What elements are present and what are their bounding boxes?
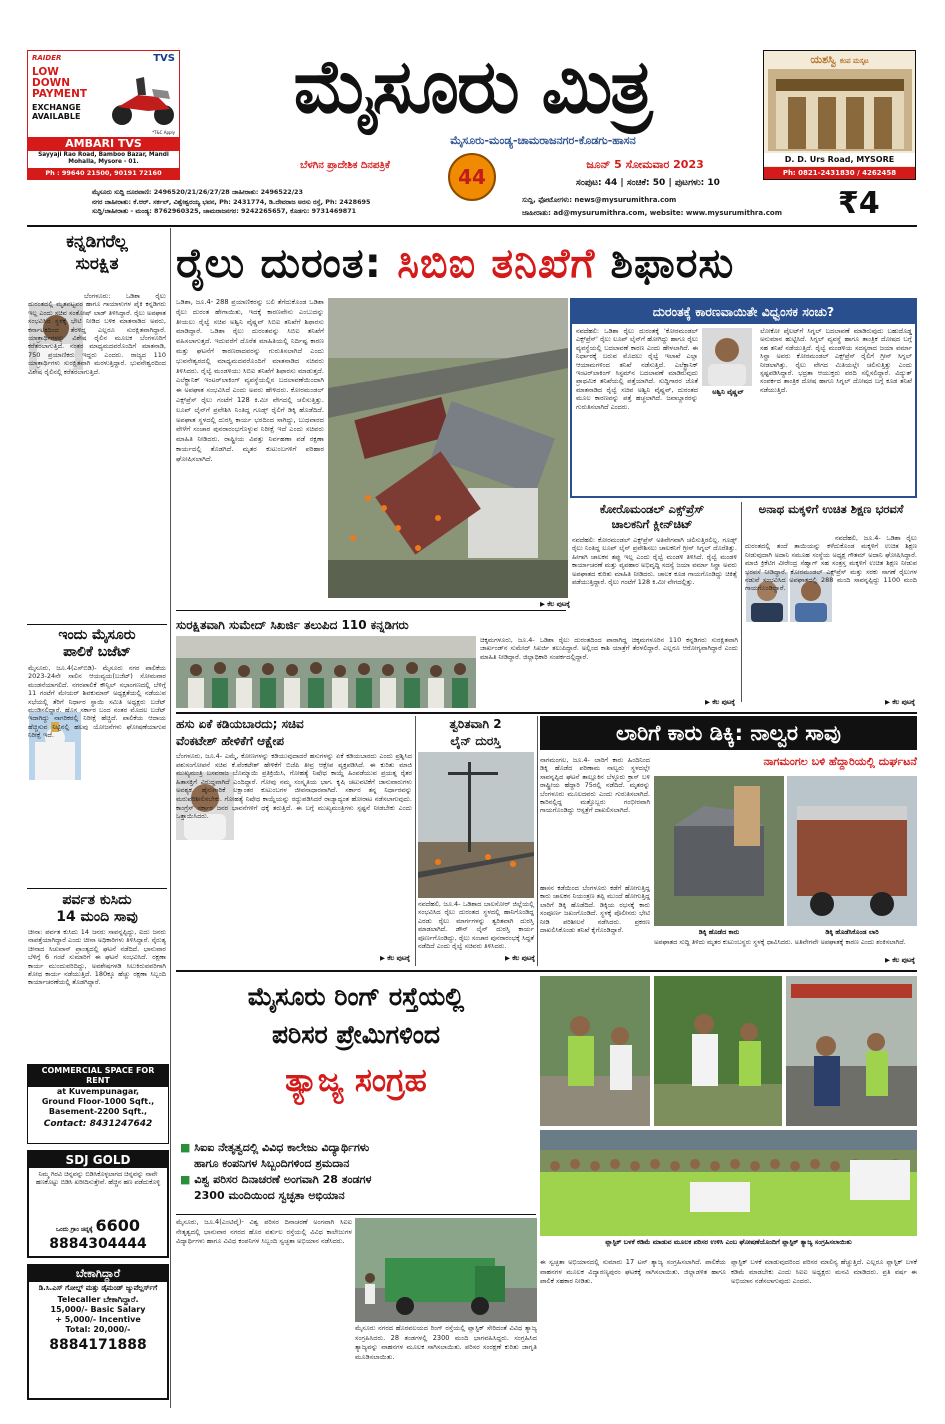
commercial-title: COMMERCIAL SPACE FOR RENT	[28, 1065, 168, 1087]
cleanchit-byline: ▶ ಕೆಲ ಪುಟಕ್ಕೆ	[704, 698, 735, 706]
contact-line-5: ಜಾಹೀರಾತು: ad@mysurumithra.com, website: www.mysurumithra.com	[522, 209, 783, 217]
ring-headline-1: ಮೈಸೂರು ರಿಂಗ್ ರಸ್ತೆಯಲ್ಲಿ	[247, 982, 465, 1011]
crash-byline: ▶ ಕೆಲ ಪುಟಕ್ಕೆ	[884, 956, 915, 964]
job-body: ಡಿ.ಸಿ.ಎಸ್ ಗೋಲ್ಡ್ ಮತ್ತು ಡೈಮಂಡ್ ಜ್ಯುವೆಲ್ಲರ್ಸ್‌ಗೆ	[38, 1284, 158, 1292]
sabotage-body-2: ಲೋಕೋ ಪೈಲಟ್‌ಗೆ ಸಿಗ್ನಲ್ ಬದಲಾವಣೆ ಮಾಡಿರುವುದು ಬಹುದೊಡ್ಡ ಅನುಮಾನ ಹುಟ್ಟಿಸಿದೆ. ಸಿಗ್ನಲ್ ವ್ಯವಸ್ಥೆ ಹಾಗೂ ತಾಂತ್ರಿಕ ದೋಷದ ಬಗ್ಗೆ ಸಹ ತನಿಖೆ ನಡೆಯುತ್ತಿದೆ. ರೈಲ್ವೆ ಮಂಡಳಿಯ ಸದಸ್ಯರಾದ ಜಯಾ ವರ್ಮಾ ಸಿನ್ಹಾ ಅವರು ಕೋರಮಂಡಲ್ ಎಕ್ಸ್‌ಪ್ರೆಸ್ ರೈಲಿಗೆ ಗ್ರೀನ್ ಸಿಗ್ನಲ್ ನೀಡಲಾಗಿತ್ತು. ರೈಲು ವೇಗದ ಮಿತಿಯಲ್ಲೇ ಚಲಿಸುತ್ತಿತ್ತು ಎಂದು ಸ್ಪಷ್ಟಪಡಿಸಿದ್ದಾರೆ. ಭದ್ರತಾ ಆಯುಕ್ತರು ವರದಿ ಸಲ್ಲಿಸಲಿದ್ದಾರೆ. ವಿದ್ಯುತ್ ಸಂಪರ್ಕದ ತಾಂತ್ರಿಕ ದೋಷ ಹಾಗೂ ಸಿಗ್ನಲ್ ದೋಷದ ಬಗ್ಗೆ ಕೂಡ ತನಿಖೆ ನಡೆಯುತ್ತಿದೆ.	[760, 327, 912, 394]
sabotage-story	[570, 298, 917, 498]
tvs-model: RAIDER	[32, 54, 62, 62]
tvs-line1: LOW	[32, 66, 59, 78]
sdj-gold-ad[interactable]	[27, 1150, 169, 1258]
masthead-tagline: ಬೆಳಗಿನ ಪ್ರಾದೇಶಿಕ ದಿನಪತ್ರಿಕೆ	[300, 160, 390, 171]
orphans-byline: ▶ ಕೆಲ ಪುಟಕ್ಕೆ	[884, 698, 915, 706]
bullet-2-icon: ■	[180, 1173, 195, 1186]
lead-body: ಒಡಿಶಾ, ಜೂ.4- 288 ಪ್ರಯಾಣಿಕರನ್ನು ಬಲಿ ತೆಗೆದುಕೊಂಡ ಒಡಿಶಾ ರೈಲು ದುರಂತ ಹೇಗಾಯಿತು, ಇದಕ್ಕೆ ಕಾರಣವೇನು ಎಂಬುದನ್ನು ತೀಯಲು ರೈಲ್ವೆ ಸಚಿವ ಅಶ್ವಿನಿ ವೈಷ್ಣವ್ ಸಿಬಿಐ ತನಿಖೆಗೆ ಶಿಫಾರಸು ಮಾಡಿದ್ದಾರೆ. ಒಡಿಶಾ ರೈಲು ದುರಂತವನ್ನು ಸಿಬಿಐ ತನಿಖೆಗೆ ವಹಿಸಲಾಗುತ್ತದೆ. ಇದುವರೆಗೆ ದೊರೆತ ಮಾಹಿತಿಯಲ್ಲಿ ನಿರ್ದಿಷ್ಟ ಕಾರಣ ಮತ್ತು ಘಟನೆಗೆ ಕಾರಣರಾದವರನ್ನು ಗುರುತಿಸಲಾಗಿದೆ ಎಂದು ಭುವನೇಶ್ವರದಲ್ಲಿ ಮಾಧ್ಯಮದವರೊಂದಿಗೆ ಮಾತನಾಡಿದ ಸಚಿವರು ತಿಳಿಸಿದರು. ರೈಲ್ವೆ ಮಂಡಳಿಯು ಸಿಬಿಐ ತನಿಖೆಗೆ ಶಿಫಾರಸು ಮಾಡುತ್ತದೆ. ಎಲೆಕ್ಟ್ರಾನಿಕ್ ಇಂಟರ್‌ಲಾಕಿಂಗ್ ವ್ಯವಸ್ಥೆಯಲ್ಲಿನ ಬದಲಾವಣೆಯಿಂದಾಗಿ ಈ ಅಪಘಾತ ಸಂಭವಿಸಿದೆ ಎಂದು ಅವರು ಹೇಳಿದರು. ಕೋರಮಂಡಲ್ ಎಕ್ಸ್‌ಪ್ರೆಸ್ ರೈಲು ಗಂಟೆಗೆ 128 ಕಿ.ಮೀ ವೇಗದಲ್ಲಿ ಚಲಿಸುತ್ತಿತ್ತು. ಲೂಪ್ ಲೈನ್‌ಗೆ ಪ್ರವೇಶಿಸಿ ನಿಂತಿದ್ದ ಗೂಡ್ಸ್ ರೈಲಿಗೆ ಡಿಕ್ಕಿ ಹೊಡೆದಿದೆ. ಅಪಘಾತ ಸ್ಥಳದಲ್ಲಿ ದುರಸ್ತಿ ಕಾರ್ಯ ಭರದಿಂದ ಸಾಗಿದ್ದು, ಬುಧವಾರದ ವೇಳೆಗೆ ಸಂಚಾರ ಪುನರಾರಂಭಗೊಳ್ಳುವ ನಿರೀಕ್ಷೆ ಇದೆ ಎಂದು ಸಚಿವರು ಮಾಹಿತಿ ನೀಡಿದರು. ರಾಷ್ಟ್ರೀಯ ವಿಪತ್ತು ನಿರ್ವಹಣಾ ಪಡೆ ರಕ್ಷಣಾ ಕಾರ್ಯದಲ್ಲಿ ತೊಡಗಿದೆ. ಮೃತರ ಕುಟುಂಬಗಳಿಗೆ ಪರಿಹಾರ ಘೋಷಿಸಲಾಗಿದೆ.	[176, 298, 324, 463]
job-ad[interactable]	[27, 1264, 169, 1400]
survivors-headline: ಸುರಕ್ಷಿತವಾಗಿ ಸುಮೇದ್ ಸಿಖರ್ಜಿ ತಲುಪಿದ 110 ಕನ್ನಡಿಗರು	[176, 618, 409, 632]
survivors-photo	[176, 636, 476, 708]
tvs-line4: EXCHANGE	[32, 103, 81, 112]
tvs-brand: TVS	[153, 53, 175, 64]
showroom-image	[768, 69, 912, 151]
lead-headline-a: ರೈಲು ದುರಂತ:	[176, 239, 382, 287]
tvs-note: *T&C Apply	[152, 130, 175, 135]
commercial-space-ad[interactable]	[27, 1064, 169, 1144]
ring-bullet-1b: ಹಾಗೂ ಕಂಪನಿಗಳ ಸಿಬ್ಬಂದಿಗಳಿಂದ ಶ್ರಮದಾನ	[194, 1157, 350, 1170]
cow-headline-1: ಹಸು ಏಕೆ ಕಡಿಯಬಾರದು; ಸಚಿವ	[176, 717, 304, 731]
repair-headline-1: ತ್ವರಿತವಾಗಿ 2	[449, 717, 502, 731]
crash-body-3: ಅಪಘಾತದ ಸುದ್ದಿ ತಿಳಿದು ಮೃತರ ಕುಟುಂಬಸ್ಥರು ಸ್ಥಳಕ್ಕೆ ಧಾವಿಸಿದರು. ಅತಿವೇಗವೇ ಅಪಘಾತಕ್ಕೆ ಕಾರಣ ಎಂದು ಶಂಕಿಸಲಾಗಿದೆ.	[654, 938, 906, 946]
ring-headline-2: ಪರಿಸರ ಪ್ರೇಮಿಗಳಿಂದ	[271, 1020, 441, 1049]
orphans-headline: ಅನಾಥ ಮಕ್ಕಳಿಗೆ ಉಚಿತ ಶಿಕ್ಷಣ ಭರವಸೆ	[758, 502, 904, 516]
tvs-advertisement[interactable]	[27, 50, 180, 180]
bullet-1-icon: ■	[180, 1141, 195, 1154]
lead-headline-b: ಸಿಬಿಐ ತನಿಖೆಗೆ	[397, 239, 596, 287]
vaishnaw-caption: ಅಶ್ವಿನಿ ವೈಷ್ಣವ್	[712, 388, 744, 396]
palike-body: ಮೈಸೂರು, ಜೂ.4(ಎಸ್‌ಬಿಡಿ)- ಮೈಸೂರು ನಗರ ಪಾಲಿಕೆಯ 2023-24ನೇ ಸಾಲಿನ ಆಯವ್ಯಯ(ಬಜೆಟ್) ಸೋಮವಾರ ಮಂಡನೆಯಾಗಲಿದೆ. ನಗರಪಾಲಿಕೆ ಕೌನ್ಸಿಲ್ ಸಭಾಂಗಣದಲ್ಲಿ ಬೆಳಿಗ್ಗೆ 11 ಗಂಟೆಗೆ ಮೇಯರ್ ಶಿವಕುಮಾರ್ ಅಧ್ಯಕ್ಷತೆಯಲ್ಲಿ ನಡೆಯುವ ಸಭೆಯಲ್ಲಿ ತೆರಿಗೆ ನಿರ್ಧಾರ ಸ್ಥಾಯಿ ಸಮಿತಿ ಅಧ್ಯಕ್ಷರು ಬಜೆಟ್ ಮಂಡಿಸಲಿದ್ದಾರೆ. ಹೊಸ ಸರ್ಕಾರ ಬಂದ ನಂತರ ಮೊದಲ ಬಜೆಟ್ ಇದಾಗಿದ್ದು ನಾಗರಿಕರಲ್ಲಿ ನಿರೀಕ್ಷೆ ಹೆಚ್ಚಿದೆ. ಪಾಲಿಕೆಯ ಆದಾಯ ಹೆಚ್ಚಿಸುವ ನಿಟ್ಟಿನಲ್ಲಿ ಹಲವು ಯೋಜನೆಗಳು ಘೋಷಣೆಯಾಗುವ ನಿರೀಕ್ಷೆ ಇದೆ.	[28, 664, 166, 740]
volunteers-photo-3	[786, 976, 917, 1126]
job-phone: 8884171888	[49, 1337, 147, 1353]
yashasvi-phone: Ph: 0821-2431830 / 4262458	[764, 167, 915, 179]
ring-bullet-2a: ವಿಶ್ವ ಪರಿಸರ ದಿನಾಚರಣೆ ಅಂಗವಾಗಿ 28 ತಂಡಗಳ	[194, 1173, 372, 1186]
yashasvi-name: ಯಶಸ್ವಿ	[810, 53, 836, 66]
contact-line-3: ಸುದ್ದಿ/ಜಾಹೀರಾತು - ಮಂಡ್ಯ: 8762960325, ಚಾಮರಾಜನಗರ: 9242265657, ಕೊಡಗು: 9731469871	[92, 207, 357, 215]
kannadigas-headline-2: ಸುರಕ್ಷಿತ	[75, 254, 119, 274]
sdj-title: SDJ GOLD	[29, 1152, 167, 1168]
scooter-image	[108, 67, 178, 127]
repair-body: ನವದೆಹಲಿ, ಜೂ.4- ಒಡಿಶಾದ ಬಾಲಸೋರ್ ಜಿಲ್ಲೆಯಲ್ಲಿ ಸಂಭವಿಸಿದ ರೈಲು ದುರಂತದ ಸ್ಥಳದಲ್ಲಿ ಹಾನಿಗೊಂಡಿದ್ದ ಎರಡು ರೈಲು ಮಾರ್ಗಗಳನ್ನು ತ್ವರಿತವಾಗಿ ದುರಸ್ತಿ ಮಾಡಲಾಗಿದೆ. ಡೌನ್ ಲೈನ್ ದುರಸ್ತಿ ಕಾರ್ಯ ಪೂರ್ಣಗೊಂಡಿದ್ದು, ರೈಲು ಸಂಚಾರ ಪುನರಾರಂಭಕ್ಕೆ ಸಿದ್ಧತೆ ನಡೆದಿದೆ ಎಂದು ರೈಲ್ವೆ ಸಚಿವರು ತಿಳಿಸಿದರು.	[418, 900, 534, 951]
tvs-line2: DOWN	[32, 77, 71, 89]
repair-byline: ▶ ಕೆಲ ಪುಟಕ್ಕೆ	[504, 954, 535, 962]
lorry-photo	[787, 776, 917, 926]
cow-byline: ▶ ಕೆಲ ಪುಟಕ್ಕೆ	[379, 954, 410, 962]
price: ₹4	[838, 186, 880, 221]
crash-caption-1: ಡಿಕ್ಕಿ ಹೊಡೆದ ಕಾರು	[698, 928, 740, 936]
lead-headline-c: ಶಿಫಾರಸು	[610, 239, 735, 287]
badge-number: 44	[458, 165, 486, 189]
masthead-date: ಜೂನ್ 5 ಸೋಮವಾರ 2023	[586, 158, 704, 171]
crash-body-1: ನಾಗಮಂಗಲ, ಜೂ.4- ಲಾರಿಗೆ ಕಾರು ಹಿಂದಿನಿಂದ ಡಿಕ್ಕಿ ಹೊಡೆದ ಪರಿಣಾಮ ನಾಲ್ವರು ಸ್ಥಳದಲ್ಲೇ ಸಾವನ್ನಪ್ಪಿದ ಘಟನೆ ತಾಲ್ಲೂಕಿನ ಬೆಳ್ಳೂರು ಕ್ರಾಸ್ ಬಳಿ ರಾಷ್ಟ್ರೀಯ ಹೆದ್ದಾರಿ 75ರಲ್ಲಿ ನಡೆದಿದೆ. ಮೃತರನ್ನು ಬೆಂಗಳೂರು ಮೂಲದವರು ಎಂದು ಗುರುತಿಸಲಾಗಿದೆ. ಕಾರಿನಲ್ಲಿದ್ದ ಮತ್ತೊಬ್ಬರು ಗಂಭೀರವಾಗಿ ಗಾಯಗೊಂಡಿದ್ದು ಆಸ್ಪತ್ರೆಗೆ ದಾಖಲಿಸಲಾಗಿದೆ.	[540, 756, 650, 815]
kannadigas-headline	[27, 231, 167, 275]
cleanchit-headline-2: ಚಾಲಕನಿಗೆ ಕ್ಲೀನ್‌ಚಿಟ್	[611, 517, 693, 531]
cleanchit-body: ನವದೆಹಲಿ: ಕೋರಮಂಡಲ್ ಎಕ್ಸ್‌ಪ್ರೆಸ್ ಅತಿವೇಗವಾಗಿ ಚಲಿಸುತ್ತಿರಲಿಲ್ಲ. ಗೂಡ್ಸ್ ರೈಲು ನಿಂತಿದ್ದ ಲೂಪ್ ಲೈನ್ ಪ್ರವೇಶಿಸಲು ಚಾಲಕನಿಗೆ ಗ್ರೀನ್ ಸಿಗ್ನಲ್ ದೊರೆತಿತ್ತು. ಹೀಗಾಗಿ ಚಾಲಕನ ತಪ್ಪು ಇಲ್ಲ ಎಂದು ರೈಲ್ವೆ ಮಂಡಳಿ ತಿಳಿಸಿದೆ. ರೈಲ್ವೆ ಮಂಡಳಿ ಕಾರ್ಯಾಚರಣೆ ಮತ್ತು ವ್ಯವಹಾರ ಅಭಿವೃದ್ಧಿ ಸದಸ್ಯೆ ಜಯಾ ವರ್ಮಾ ಸಿನ್ಹಾ ಅವರು ಅಪಘಾತದ ಕುರಿತು ಮಾಹಿತಿ ನೀಡಿದರು. ಚಾಲಕ ಕೂಡ ಗಾಯಗೊಂಡಿದ್ದು ಚಿಕಿತ್ಸೆ ಪಡೆಯುತ್ತಿದ್ದಾರೆ. ರೈಲು ಗಂಟೆಗೆ 128 ಕಿ.ಮೀ ವೇಗದಲ್ಲಿತ್ತು.	[572, 536, 737, 587]
ring-body-4: ಪ್ಲಾಸ್ಟಿಕ್ ಬಳಕೆ ಮಾಡುವುದರಿಂದ ಪರಿಸರ ಮಾಲಿನ್ಯ ಹೆಚ್ಚುತ್ತಿದೆ. ಎಲ್ಲರೂ ಪ್ಲಾಸ್ಟಿಕ್ ಬಳಕೆ ಕಡಿಮೆ ಮಾಡಬೇಕು ಎಂದು ಸಿಐಐ ಅಧ್ಯಕ್ಷರು ಮನವಿ ಮಾಡಿದರು. ಪ್ರತಿ ವರ್ಷ ಈ ಅಭಿಯಾನ ನಡೆಸಲಾಗುವುದು ಎಂದರು.	[731, 1258, 917, 1285]
sdj-price-label: ಒಂದು ಗ್ರಾಂ ಚಿನ್ನಕ್ಕೆ	[56, 1226, 93, 1233]
yashasvi-address: D. D. Urs Road, MYSORE	[764, 153, 915, 166]
job-title: ಬೇಕಾಗಿದ್ದಾರೆ	[29, 1266, 167, 1282]
contact-line-2: ನಗರ ಜಾಹೀರಾತು: ಕೆ.ಆರ್. ಸರ್ಕಲ್, ವಿಶ್ವೇಶ್ವರಯ್ಯ ಭವನ, Ph: 2431774, ಡಿ.ದೇವರಾಜ ಅರಸು ರಸ್ತೆ, Ph: 2428695	[92, 197, 371, 206]
sdj-price: 6600	[95, 1216, 140, 1235]
ring-bullet-2b: 2300 ಮಂದಿಯಿಂದ ಸ್ವಚ್ಛತಾ ಅಭಿಯಾನ	[194, 1189, 345, 1202]
masthead-issue: ಸಂಪುಟ: 44 | ಸಂಚಿಕೆ: 50 | ಪುಟಗಳು: 10	[576, 178, 720, 188]
crash-caption-2: ಡಿಕ್ಕಿ ಹೊಡೆಸಿಕೊಂಡ ಲಾರಿ	[825, 928, 879, 936]
kannadigas-body: ಬೆಂಗಳೂರು: ಒಡಿಶಾ ರೈಲು ದುರಂತದಲ್ಲಿ ಮೃತಪಟ್ಟವರ ಹಾಗೂ ಗಾಯಾಳುಗಳ ಪೈಕಿ ಕನ್ನಡಿಗರು ಇಲ್ಲ ಎಂದು ಸಚಿವ ಸಂತೋಷ್ ಲಾಡ್ ತಿಳಿಸಿದ್ದಾರೆ. ರೈಲು ಅಪಘಾತ ಸಂಭವಿಸಿದ ಸ್ಥಳಕ್ಕೆ ಭೇಟಿ ನೀಡಿದ ಬಳಿಕ ಮಾತನಾಡಿದ ಅವರು, ಕರ್ನಾಟಕದಿಂದ ತೆರಳಿದ್ದ ಎಲ್ಲರೂ ಸುರಕ್ಷಿತವಾಗಿದ್ದಾರೆ. ಯಾತ್ರಾರ್ಥಿಗಳನ್ನು ವಿಶೇಷ ರೈಲಿನ ಮೂಲಕ ಬೆಂಗಳೂರಿಗೆ ಕರೆತರಲಾಗುತ್ತಿದೆ. ನಂತರ ಮಾಧ್ಯಮದವರೊಂದಿಗೆ ಮಾತನಾಡಿ, 750 ಪ್ರಯಾಣಿಕರು ಇದ್ದರು ಎಂದರು. ರಾಜ್ಯದ 110 ಯಾತ್ರಾರ್ಥಿಗಳು ಸುರಕ್ಷಿತವಾಗಿ ಮರಳುತ್ತಿದ್ದಾರೆ. ಭುವನೇಶ್ವರದಿಂದ ವಿಶೇಷ ರೈಲಿನಲ್ಲಿ ಕರೆತರಲಾಗುತ್ತಿದೆ.	[28, 292, 166, 376]
track-repair-photo	[418, 752, 534, 898]
anniversary-badge	[448, 153, 496, 201]
job-l3: + 5,000/- Incentive	[55, 1315, 141, 1324]
garbage-truck-photo	[355, 1218, 537, 1322]
job-l1: Telecaller ಬೇಕಾಗಿದ್ದಾರೆ.	[57, 1295, 139, 1304]
group-photo-caption: ಪ್ಲಾಸ್ಟಿಕ್ ಬಳಕೆ ಕಡಿಮೆ ಮಾಡುವ ಮೂಲಕ ಪರಿಸರ ಉಳಿಸಿ ಎಂಬ ಘೋಷಣೆಯೊಂದಿಗೆ ಪ್ಲಾಸ್ಟಿಕ್ ತ್ಯಾಜ್ಯ ಸಂಗ್ರಹಿಸಲಾಯಿತು	[605, 1238, 852, 1246]
train-accident-photo	[328, 298, 568, 598]
orphans-body: ನವದೆಹಲಿ, ಜೂ.4- ಒಡಿಶಾ ರೈಲು ದುರಂತದಲ್ಲಿ ತಂದೆ ತಾಯಿಯನ್ನು ಕಳೆದುಕೊಂಡ ಮಕ್ಕಳಿಗೆ ಉಚಿತ ಶಿಕ್ಷಣ ನೀಡುವುದಾಗಿ ಅದಾನಿ ಸಮೂಹ ಸಂಸ್ಥೆಯ ಅಧ್ಯಕ್ಷ ಗೌತಮ್ ಅದಾನಿ ಘೋಷಿಸಿದ್ದಾರೆ. ಮಾಜಿ ಕ್ರಿಕೆಟಿಗ ವೀರೇಂದ್ರ ಸೆಹ್ವಾಗ್ ಸಹ ಸಂತ್ರಸ್ತ ಮಕ್ಕಳಿಗೆ ಉಚಿತ ಶಿಕ್ಷಣ ನೀಡುವ ಭರವಸೆ ನೀಡಿದ್ದಾರೆ. ಕೋರಮಂಡಲ್ ಎಕ್ಸ್‌ಪ್ರೆಸ್ ಮತ್ತು ಸರಕು ಸಾಗಣೆ ರೈಲುಗಳ ನಡುವೆ ಸಂಭವಿಸಿದ ಅಪಘಾತದಲ್ಲಿ 288 ಮಂದಿ ಸಾವನ್ನಪ್ಪಿದ್ದು 1100 ಮಂದಿ ಗಾಯಗೊಂಡಿದ್ದಾರೆ.	[745, 534, 917, 593]
crash-subhead: ನಾಗಮಂಗಲ ಬಳಿ ಹೆದ್ದಾರಿಯಲ್ಲಿ ದುರ್ಘಟನೆ	[763, 755, 917, 768]
crashed-car-photo	[654, 776, 784, 926]
palike-headline-2: ಪಾಲಿಕೆ ಬಜೆಟ್	[63, 644, 131, 660]
sabotage-headline: ದುರಂತಕ್ಕೆ ಕಾರಣವಾಯಿತೇ ವಿಧ್ವಂಸಕ ಸಂಚು?	[572, 300, 915, 324]
kannadigas-headline-1: ಕನ್ನಡಿಗರೆಲ್ಲ	[66, 232, 128, 252]
contact-line-4: ಸುದ್ದಿ, ಫೋಟೋಗಳು: news@mysurumithra.com	[522, 196, 677, 204]
lead-byline: ▶ ಕೆಲ ಪುಟಕ್ಕೆ	[539, 600, 570, 608]
commercial-contact: Contact: 8431247642	[43, 1119, 153, 1129]
volunteers-photo-2	[654, 976, 782, 1126]
vaishnaw-photo	[702, 328, 752, 386]
sdj-phone: 8884304444	[49, 1236, 147, 1252]
masthead-title: ಮೈಸೂರು ಮಿತ್ರ	[293, 44, 651, 130]
palike-headline-1: ಇಂದು ಮೈಸೂರು	[58, 627, 136, 643]
sabotage-body-1: ನವದೆಹಲಿ: ಒಡಿಶಾ ರೈಲು ದುರಂತಕ್ಕೆ 'ಕೋರಮಂಡಲ್ ಎಕ್ಸ್‌ಪ್ರೆಸ್' ರೈಲು ಲೂಪ್ ಲೈನ್‌ಗೆ ಹೋಗಿದ್ದು ಹಾಗೂ ರೈಲು ವ್ಯವಸ್ಥೆಯಲ್ಲಿ ಬದಲಾವಣೆ ಕಾರಣ ಎಂದು ಹೇಳಲಾಗಿದೆ. ಈ ನಿರ್ಧಾರಕ್ಕೆ ಬರುವ ಮೊದಲು ರೈಲ್ವೆ ಇಲಾಖೆ ಎಲ್ಲಾ ಆಯಾಮಗಳಿಂದ ತನಿಖೆ ನಡೆಸುತ್ತಿದೆ. ಎಲೆಕ್ಟ್ರಾನಿಕ್ ಇಂಟರ್‌ಲಾಕಿಂಗ್ ಸಿಸ್ಟಮ್‌ನ ಬದಲಾವಣೆ ಮಾಡಿರುವುದು ಪ್ರಾಥಮಿಕ ತನಿಖೆಯಲ್ಲಿ ಪತ್ತೆಯಾಗಿದೆ. ಸುದ್ದಿಗಾರರ ಜೊತೆ ಮಾತನಾಡಿದ ರೈಲ್ವೆ ಸಚಿವ ಅಶ್ವಿನಿ ವೈಷ್ಣವ್, ದುರಂತದ ಮೂಲ ಕಾರಣವನ್ನು ಪತ್ತೆ ಹಚ್ಚಲಾಗಿದೆ. ಜವಾಬ್ದಾರರನ್ನು ಗುರುತಿಸಲಾಗಿದೆ ಎಂದರು.	[576, 327, 698, 411]
parvatha-headline-1: ಪರ್ವತ ಕುಸಿದು	[62, 892, 132, 908]
crash-body-2: ಹಾಸನ ಕಡೆಯಿಂದ ಬೆಂಗಳೂರು ಕಡೆಗೆ ಹೋಗುತ್ತಿದ್ದ ಕಾರು ಚಾಲಕನ ನಿಯಂತ್ರಣ ತಪ್ಪಿ ಮುಂದೆ ಹೋಗುತ್ತಿದ್ದ ಲಾರಿಗೆ ಡಿಕ್ಕಿ ಹೊಡೆದಿದೆ. ಡಿಕ್ಕಿಯ ರಭಸಕ್ಕೆ ಕಾರು ಸಂಪೂರ್ಣ ಜಖಂಗೊಂಡಿದೆ. ಸ್ಥಳಕ್ಕೆ ಪೊಲೀಸರು ಭೇಟಿ ನೀಡಿ ಪರಿಶೀಲನೆ ನಡೆಸಿದರು. ಪ್ರಕರಣ ದಾಖಲಿಸಿಕೊಂಡು ತನಿಖೆ ಕೈಗೊಂಡಿದ್ದಾರೆ.	[540, 884, 650, 935]
tvs-phone: Ph : 99640 21500, 90191 72160	[28, 168, 179, 179]
repair-headline-2: ಲೈನ್ ದುರಸ್ತಿ	[450, 734, 501, 748]
volunteers-photo-1	[540, 976, 650, 1126]
job-l4: Total: 20,000/-	[65, 1325, 131, 1334]
cow-headline-2: ವೆಂಕಟೇಶ್ ಹೇಳಿಕೆಗೆ ಆಕ್ಷೇಪ	[176, 734, 284, 748]
ring-body-3: ಈ ಸ್ವಚ್ಛತಾ ಅಭಿಯಾನದಲ್ಲಿ ಸುಮಾರು 17 ಟನ್ ತ್ಯಾಜ್ಯ ಸಂಗ್ರಹಿಸಲಾಗಿದೆ. ಪಾಲಿಕೆಯ ವಾಹನಗಳ ಮೂಲಕ ವಿದ್ಯಾರಣ್ಯಪುರಂ ಘಟಕಕ್ಕೆ ಸಾಗಿಸಲಾಯಿತು. ಜಿಲ್ಲಾಡಳಿತ ಹಾಗೂ ಪಾಲಿಕೆ ಸಹಕಾರ ನೀಡಿತು.	[540, 1258, 726, 1285]
group-photo	[540, 1130, 917, 1236]
tvs-dealer: AMBARI TVS	[28, 137, 179, 151]
cow-body: ಬೆಂಗಳೂರು, ಜೂ.4- ಎಮ್ಮೆ, ಕೋಣಗಳನ್ನು ಕಡಿಯುವುದಾದರೆ ಹಸುಗಳನ್ನು ಏಕೆ ಕಡಿಯಬಾರದು ಎಂದು ಪ್ರಶ್ನಿಸಿದ ಪಶುಸಂಗೋಪನೆ ಸಚಿವ ಕೆ.ವೆಂಕಟೇಶ್ ಹೇಳಿಕೆಗೆ ಬಿಜೆಪಿ ತೀವ್ರ ಆಕ್ಷೇಪ ವ್ಯಕ್ತಪಡಿಸಿದೆ. ಈ ಕುರಿತು ಮಾಜಿ ಮುಖ್ಯಮಂತ್ರಿ ಬಸವರಾಜ ಬೊಮ್ಮಾಯಿ ಪ್ರತಿಕ್ರಿಯಿಸಿ, ಗೋಹತ್ಯೆ ನಿಷೇಧ ಕಾಯ್ದೆ ಹಿಂಪಡೆಯುವ ಪ್ರಯತ್ನ ರೈತರ ಹಿತಾಸಕ್ತಿಗೆ ವಿರುದ್ಧವಾಗಿದೆ ಎಂದಿದ್ದಾರೆ. ಗೋವು ನಮ್ಮ ಸಂಸ್ಕೃತಿಯ ಭಾಗ. ಕೃಷಿ ಚಟುವಟಿಕೆಗೆ ಜಾನುವಾರುಗಳು ಅವಶ್ಯಕ. ಹೈನುಗಾರಿಕೆ ಲಕ್ಷಾಂತರ ಕುಟುಂಬಗಳ ಜೀವನಾಧಾರವಾಗಿದೆ. ಸರ್ಕಾರ ತನ್ನ ನಿರ್ಧಾರವನ್ನು ಮರುಪರಿಶೀಲಿಸಬೇಕು. ಗೋಹತ್ಯೆ ನಿಷೇಧ ಕಾಯ್ದೆಯನ್ನು ರದ್ದುಪಡಿಸಿದರೆ ರಾಜ್ಯಾದ್ಯಂತ ಹೋರಾಟ ನಡೆಸಲಾಗುವುದು. ಕಾಂಗ್ರೆಸ್ ಸರ್ಕಾರ ಜನರ ಭಾವನೆಗಳಿಗೆ ಧಕ್ಕೆ ತರುತ್ತಿದೆ. ಈ ಬಗ್ಗೆ ಮುಖ್ಯಮಂತ್ರಿಗಳು ಸ್ಪಷ್ಟನೆ ನೀಡಬೇಕು ಎಂದು ಒತ್ತಾಯಿಸಿದರು.	[176, 752, 412, 821]
parvatha-headline-2: 14 ಮಂದಿ ಸಾವು	[56, 909, 138, 925]
yashasvi-sub: ಕಂಪ ಮಸ್ಕಟ	[839, 57, 869, 65]
commercial-l2: Ground Floor-1000 Sqft.,	[41, 1097, 155, 1106]
commercial-l1: at Kuvempunagar,	[56, 1087, 140, 1096]
crash-headline: ಲಾರಿಗೆ ಕಾರು ಡಿಕ್ಕಿ: ನಾಲ್ವರ ಸಾವು	[540, 716, 917, 750]
ring-body-1: ಮೈಸೂರು, ಜೂ.4(ಎಂಟಿವೈ)- ವಿಶ್ವ ಪರಿಸರ ದಿನಾಚರಣೆ ಅಂಗವಾಗಿ ಸಿಐಐ ನೇತೃತ್ವದಲ್ಲಿ ಭಾನುವಾರ ನಗರದ ಹೊರ ವರ್ತುಲ ರಸ್ತೆಯಲ್ಲಿ ವಿವಿಧ ಕಾಲೇಜುಗಳ ವಿದ್ಯಾರ್ಥಿಗಳು ಹಾಗೂ ವಿವಿಧ ಕಂಪನಿಗಳ ಸಿಬ್ಬಂದಿ ಸ್ವಚ್ಛತಾ ಅಭಿಯಾನ ನಡೆಸಿದರು.	[176, 1218, 352, 1245]
tvs-line3: PAYMENT	[32, 88, 88, 100]
yashasvi-advertisement[interactable]	[763, 50, 916, 180]
ring-headline-3: ತ್ಯಾಜ್ಯ ಸಂಗ್ರಹ	[285, 1061, 427, 1099]
tvs-line5: AVAILABLE	[32, 112, 81, 121]
ring-body-2: ಮೈಸೂರು ನಗರದ ಹೊರವಲಯದ ರಿಂಗ್ ರಸ್ತೆಯಲ್ಲಿ ಪ್ಲಾಸ್ಟಿಕ್ ಸೇರಿದಂತೆ ವಿವಿಧ ತ್ಯಾಜ್ಯ ಸಂಗ್ರಹಿಸಿದರು. 28 ತಂಡಗಳಲ್ಲಿ 2300 ಮಂದಿ ಭಾಗವಹಿಸಿದ್ದರು. ಸಂಗ್ರಹಿಸಿದ ತ್ಯಾಜ್ಯವನ್ನು ವಾಹನಗಳ ಮೂಲಕ ಸಾಗಿಸಲಾಯಿತು. ಪರಿಸರ ಸಂರಕ್ಷಣೆ ಕುರಿತು ಜಾಗೃತಿ ಮೂಡಿಸಲಾಯಿತು.	[355, 1324, 537, 1361]
cleanchit-headline-1: ಕೋರೊಮಂಡಲ್ ಎಕ್ಸ್‌ಪ್ರೆಸ್	[599, 502, 705, 516]
survivors-body: ಚಿಕ್ಕಮಗಳೂರು, ಜೂ.4- ಒಡಿಶಾ ರೈಲು ದುರಂತದಿಂದ ಪಾರಾಗಿದ್ದ ಚಿಕ್ಕಮಗಳೂರಿನ 110 ಕನ್ನಡಿಗರು ಸುರಕ್ಷಿತವಾಗಿ ಜಾರ್ಖಂಡ್‌ನ ಸುಮೇದ್ ಸಿಖರ್ಜಿ ತಲುಪಿದ್ದಾರೆ. ಅಲ್ಲಿಂದ ಕಾಶಿ ಯಾತ್ರೆಗೆ ತೆರಳಲಿದ್ದಾರೆ. ಎಲ್ಲರೂ ಆರೋಗ್ಯವಾಗಿದ್ದಾರೆ ಎಂದು ಮಾಹಿತಿ ನೀಡಿದ್ದಾರೆ. ಜಿಲ್ಲಾಧಿಕಾರಿ ಸಂಪರ್ಕದಲ್ಲಿದ್ದಾರೆ.	[480, 636, 738, 661]
contact-line-1: ಮೈಸೂರು ಸುದ್ದಿ ದೂರವಾಣಿ: 2496520/21/26/27/28 ಜಾಹೀರಾತು: 2496522/23	[92, 188, 303, 196]
job-l2: 15,000/- Basic Salary	[50, 1305, 146, 1314]
ring-bullet-1a: ಸಿಐಐ ನೇತೃತ್ವದಲ್ಲಿ ವಿವಿಧ ಕಾಲೇಜು ವಿದ್ಯಾರ್ಥಿಗಳು	[194, 1141, 370, 1154]
tvs-address: Sayyaji Rao Road, Bamboo Bazar, Mandi Mohalla, Mysore - 01.	[38, 152, 169, 165]
masthead-regions: ಮೈಸೂರು-ಮಂಡ್ಯ-ಚಾಮರಾಜನಗರ-ಕೊಡಗು-ಹಾಸನ	[450, 134, 636, 147]
sdj-body: ನಿಮ್ಮ ಗಿರವಿ ಚಿನ್ನವನ್ನು ಬಿಡಿಸಿಕೊಳ್ಳಲಾಗದ ಚಿನ್ನವನ್ನು ನಾವೇ ಹಣಕೊಟ್ಟು ಬಿಡಿಸಿ ಖರೀದಿಸುತ್ತೇವೆ. ಹೆಚ್ಚಿನ ಹಣ ಪಡೆದುಕೊಳ್ಳಿ	[35, 1170, 161, 1186]
parvatha-body: ಚೀನಾ: ಪರ್ವತ ಕುಸಿದು 14 ಜನರು ಸಾವನ್ನಪ್ಪಿದ್ದು, ಐದು ಜನರು ನಾಪತ್ತೆಯಾಗಿದ್ದಾರೆ ಎಂದು ಚೀನಾ ಅಧಿಕಾರಿಗಳು ತಿಳಿಸಿದ್ದಾರೆ. ನೈರುತ್ಯ ಚೀನಾದ ಸಿಚುವಾನ್ ಪ್ರಾಂತ್ಯದಲ್ಲಿ ಘಟನೆ ನಡೆದಿದೆ. ಭಾನುವಾರ ಬೆಳಿಗ್ಗೆ 6 ಗಂಟೆ ಸುಮಾರಿಗೆ ಈ ಘಟನೆ ಸಂಭವಿಸಿದೆ. ರಕ್ಷಣಾ ಕಾರ್ಯ ಮುಂದುವರಿದಿದ್ದು, ಅವಶೇಷಗಳಡಿ ಸಿಲುಕಿರುವವರಿಗಾಗಿ ಶೋಧ ಕಾರ್ಯ ನಡೆಯುತ್ತಿದೆ. 180ಕ್ಕೂ ಹೆಚ್ಚು ರಕ್ಷಣಾ ಸಿಬ್ಬಂದಿ ಕಾರ್ಯಾಚರಣೆಯಲ್ಲಿ ತೊಡಗಿದ್ದಾರೆ.	[28, 928, 166, 987]
commercial-l3: Basement-2200 Sqft.,	[48, 1107, 148, 1116]
